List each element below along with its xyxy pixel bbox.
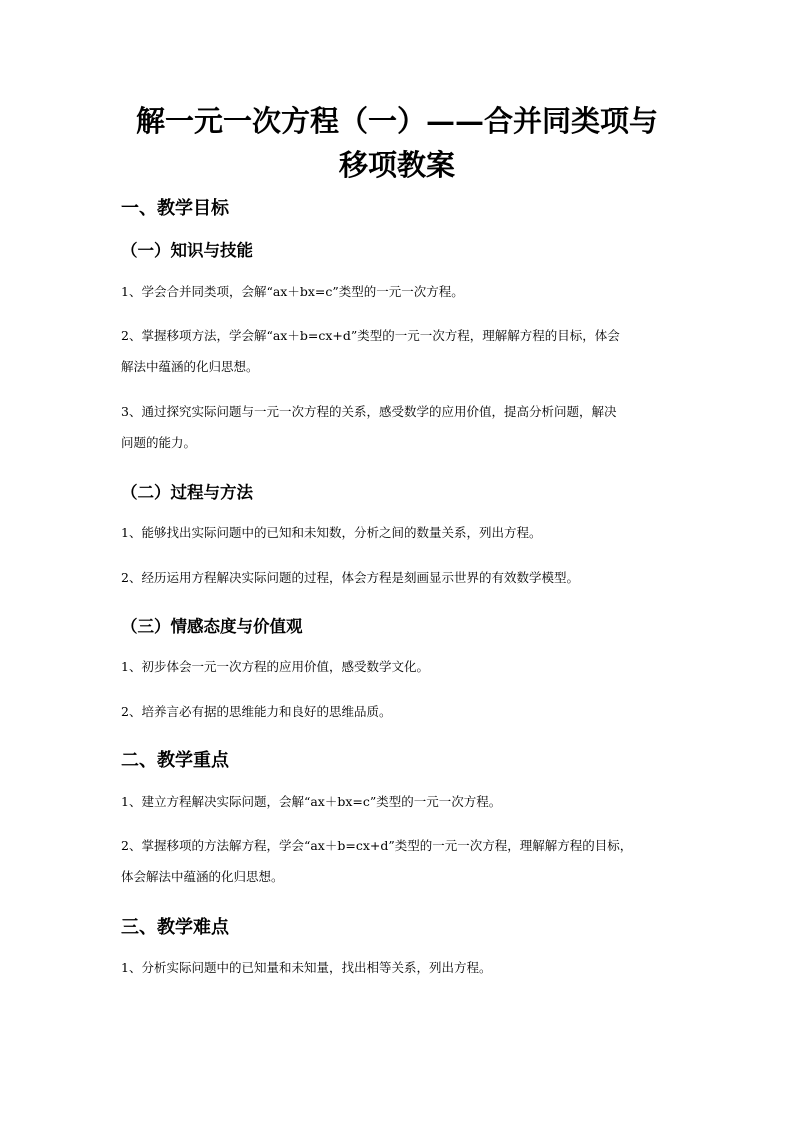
text-line: 2、掌握移项的方法解方程，学会“ax＋b=cx+d”类型的一元一次方程，理解解方程的目标， xyxy=(121,838,633,853)
text-line: 1、能够找出实际问题中的已知和未知数，分析之间的数量关系，列出方程。 xyxy=(121,525,542,540)
paragraph-keypoint-2 xyxy=(121,830,681,892)
section-heading-objectives: 一、教学目标 xyxy=(121,198,229,219)
paragraph-attitude-2 xyxy=(121,696,681,727)
text-line: 问题的能力。 xyxy=(121,435,197,450)
paragraph-knowledge-3 xyxy=(121,396,681,458)
paragraph-knowledge-2 xyxy=(121,320,681,382)
document-title-line-2: 移项教案 xyxy=(338,148,455,182)
subsection-heading-process: （二）过程与方法 xyxy=(121,483,253,502)
text-line: 2、经历运用方程解决实际问题的过程，体会方程是刻画显示世界的有效数学模型。 xyxy=(121,570,579,585)
paragraph-process-2 xyxy=(121,562,681,593)
document-title-line-1: 解一元一次方程（一）——合并同类项与 xyxy=(135,104,658,138)
text-line: 1、初步体会一元一次方程的应用价值，感受数学文化。 xyxy=(121,659,429,674)
subsection-heading-knowledge: （一）知识与技能 xyxy=(121,241,253,260)
section-heading-difficulties: 三、教学难点 xyxy=(121,917,229,938)
paragraph-difficulty-1 xyxy=(121,952,681,983)
section-heading-keypoints: 二、教学重点 xyxy=(121,750,229,771)
text-line: 3、通过探究实际问题与一元一次方程的关系，感受数学的应用价值，提高分析问题，解决 xyxy=(121,404,617,419)
paragraph-attitude-1 xyxy=(121,651,681,682)
text-line: 解法中蕴涵的化归思想。 xyxy=(121,359,259,374)
text-line: 1、建立方程解决实际问题，会解“ax＋bx=c”类型的一元一次方程。 xyxy=(121,794,502,809)
paragraph-keypoint-1 xyxy=(121,786,681,817)
text-line: 2、培养言必有据的思维能力和良好的思维品质。 xyxy=(121,704,392,719)
text-line: 2、掌握移项方法，学会解“ax＋b=cx+d”类型的一元一次方程，理解解方程的目标，体会 xyxy=(121,328,620,343)
text-line: 1、学会合并同类项，会解“ax＋bx=c”类型的一元一次方程。 xyxy=(121,284,464,299)
paragraph-process-1 xyxy=(121,517,681,548)
paragraph-knowledge-1 xyxy=(121,276,681,307)
subsection-heading-attitude: （三）情感态度与价值观 xyxy=(121,617,303,636)
text-line: 体会解法中蕴涵的化归思想。 xyxy=(121,869,284,884)
text-line: 1、分析实际问题中的已知量和未知量，找出相等关系，列出方程。 xyxy=(121,960,492,975)
